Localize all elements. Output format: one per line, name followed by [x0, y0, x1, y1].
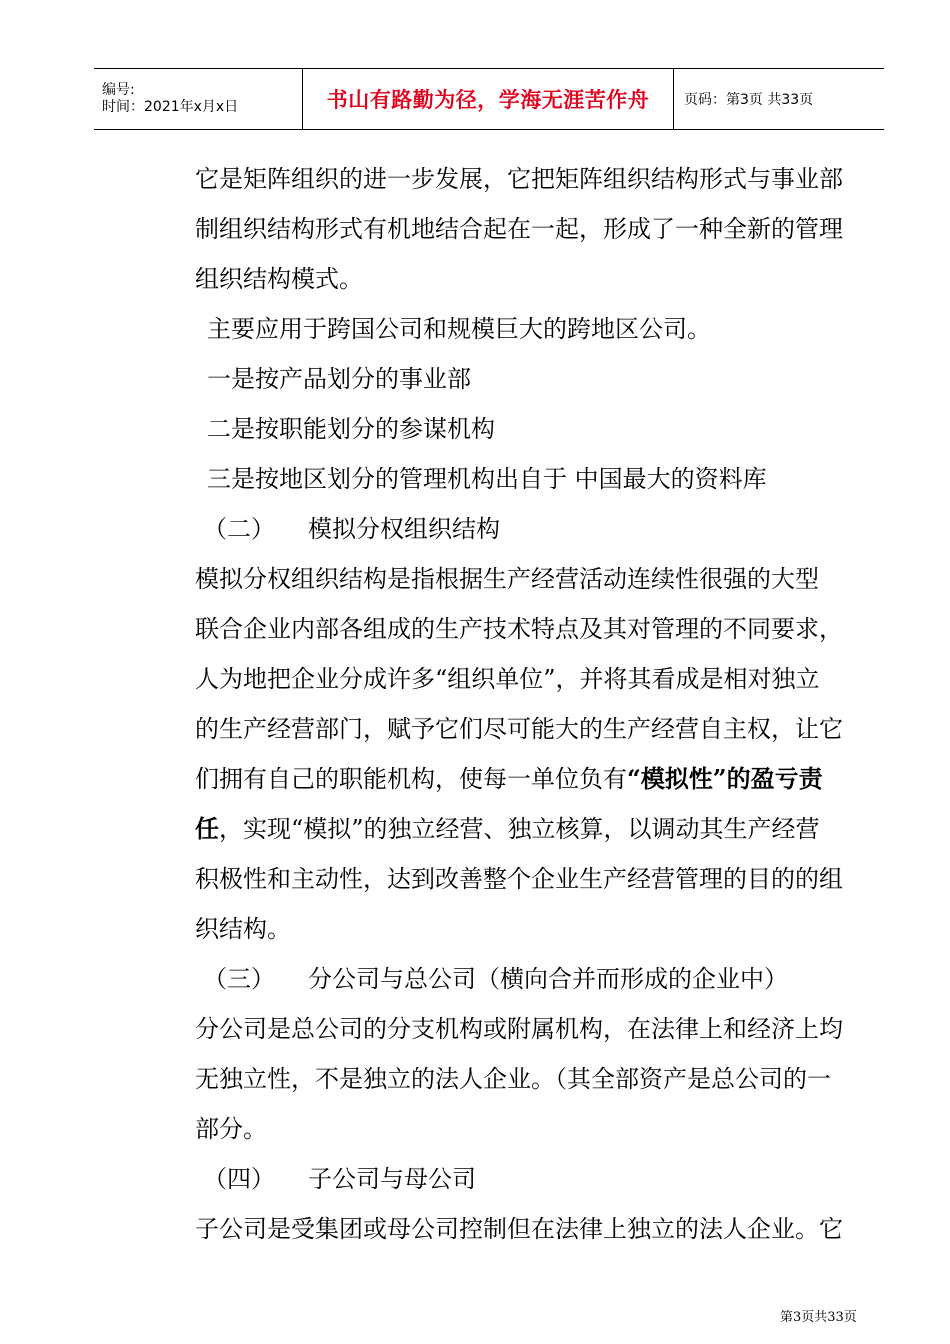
document-body — [195, 154, 885, 1254]
paragraph-line: 人为地把企业分成许多“组织单位”，并将其看成是相对独立 — [195, 665, 820, 693]
section-number: （二） — [203, 515, 275, 543]
page-header — [94, 68, 884, 130]
bold-text: 任 — [195, 814, 219, 843]
section-heading — [195, 504, 885, 554]
bold-text: “模拟性”的盈亏责 — [627, 764, 823, 793]
paragraph-line: 联合企业内部各组成的生产技术特点及其对管理的不同要求， — [195, 615, 843, 643]
list-item: 二是按职能划分的参谋机构 — [207, 415, 495, 443]
section-title: 模拟分权组织结构 — [308, 515, 500, 543]
section-title: 子公司与母公司 — [308, 1165, 476, 1193]
number-label: 编号: — [102, 82, 135, 98]
section-heading — [195, 1154, 885, 1204]
paragraph-line: 无独立性，不是独立的法人企业。（其全部资产是总公司的一 — [195, 1065, 831, 1093]
paragraph-line: 子公司是受集团或母公司控制但在法律上独立的法人企业。它 — [195, 1215, 843, 1243]
section-title: 分公司与总公司（横向合并而形成的企业中） — [308, 965, 788, 993]
paragraph-line: 的生产经营部门，赋予它们尽可能大的生产经营自主权，让它 — [195, 715, 843, 743]
paragraph-line: 积极性和主动性，达到改善整个企业生产经营管理的目的的组 — [195, 865, 843, 893]
text-run: ，实现“模拟”的独立经营、独立核算，以调动其生产经营 — [219, 815, 820, 843]
header-motto: 书山有路勤为径，学海无涯苦作舟 — [302, 69, 674, 129]
section-heading — [195, 954, 885, 1004]
paragraph-line — [195, 754, 885, 804]
section-number: （三） — [203, 965, 275, 993]
text-run: 们拥有自己的职能机构，使每一单位负有 — [195, 765, 627, 793]
paragraph-line: 部分。 — [195, 1115, 267, 1143]
section-number: （四） — [203, 1165, 275, 1193]
paragraph-line — [195, 804, 885, 854]
page-footer: 第3页共33页 — [780, 1310, 857, 1325]
header-page-info: 页码：第3页 共33页 — [684, 92, 814, 108]
list-item: 一是按产品划分的事业部 — [207, 365, 471, 393]
list-item: 三是按地区划分的管理机构出自于 中国最大的资料库 — [207, 465, 767, 493]
paragraph: 主要应用于跨国公司和规模巨大的跨地区公司。 — [207, 315, 711, 343]
header-meta — [94, 69, 302, 129]
paragraph-line: 制组织结构形式有机地结合起在一起，形成了一种全新的管理 — [195, 215, 843, 243]
time-label: 时间：2021年x月x日 — [102, 99, 239, 115]
paragraph-line: 织结构。 — [195, 915, 291, 943]
paragraph-line: 分公司是总公司的分支机构或附属机构，在法律上和经济上均 — [195, 1015, 843, 1043]
paragraph-line: 组织结构模式。 — [195, 265, 363, 293]
paragraph-line: 它是矩阵组织的进一步发展，它把矩阵组织结构形式与事业部 — [195, 165, 843, 193]
paragraph-line: 模拟分权组织结构是指根据生产经营活动连续性很强的大型 — [195, 565, 819, 593]
